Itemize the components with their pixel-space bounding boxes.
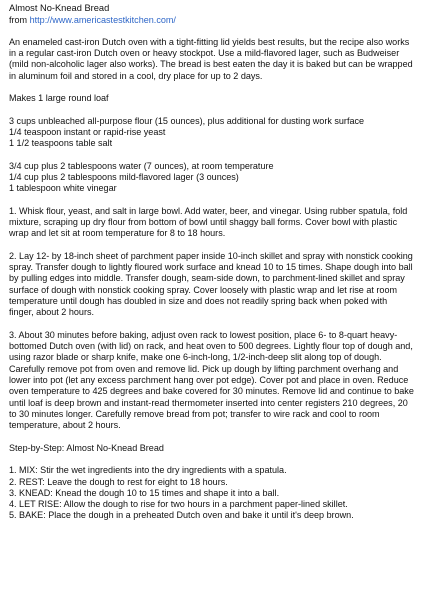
step-by-step-item-1: 1. MIX: Stir the wet ingredients into the dry ingredients with a spatula. bbox=[9, 465, 287, 476]
wet-ingredient-3: 1 tablespoon white vinegar bbox=[9, 183, 117, 194]
recipe-step-3: 3. About 30 minutes before baking, adjust oven rack to lowest position, place 6- to 8-quart heavy-bottomed Dutch oven (with lid) on rack, and heat oven to 500 degrees. Lightly flour top of dough and, using razor blade or sharp knife, make one 6-inch-long, 1/2-inch-deep slit along top of dough. Carefully remove pot from oven and remove lid. Pick up dough by lifting parchment overhang and lower into pot (let any excess parchment hang over pot edge). Cover pot and place in oven. Reduce oven temperature to 425 degrees and bake covered for 30 minutes. Remove lid and continue to bake until loaf is deep brown and instant-read thermometer inserted into center registers 210 degrees, 20 to 30 minutes longer. Carefully remove bread from pot; transfer to wire rack and cool to room temperature, about 2 hours. bbox=[9, 329, 414, 431]
wet-ingredient-1: 3/4 cup plus 2 tablespoons water (7 ounces), at room temperature bbox=[9, 160, 274, 171]
dry-ingredient-3: 1 1/2 teaspoons table salt bbox=[9, 138, 113, 149]
step-by-step-list bbox=[9, 465, 414, 521]
recipe-step-2: 2. Lay 12- by 18-inch sheet of parchment paper inside 10-inch skillet and spray with nonstick cooking spray. Transfer dough to lightly floured work surface and knead 10 to 15 times. Shape dough into ball by pulling edges into middle. Transfer dough, seam-side down, to parchment-lined skillet and spray surface of dough with nonstick cooking spray. Cover loosely with plastic wrap and let rise at room temperature until dough has doubled in size and does not readily spring back when poked with finger, about 2 hours. bbox=[9, 250, 413, 318]
recipe-step-1: 1. Whisk flour, yeast, and salt in large bowl. Add water, beer, and vinegar. Using rubber spatula, fold mixture, scraping up dry flour from bottom of bowl until shaggy ball forms. Cover bowl with plastic wrap and let sit at room temperature for 8 to 18 hours. bbox=[9, 205, 408, 239]
dry-ingredient-1: 3 cups unbleached all-purpose flour (15 ounces), plus additional for dusting work surface bbox=[9, 115, 365, 126]
wet-ingredients-list bbox=[9, 161, 414, 195]
step-by-step-item-2: 2. REST: Leave the dough to rest for eight to 18 hours. bbox=[9, 476, 228, 487]
source-line bbox=[9, 15, 414, 26]
step-by-step-item-4: 4. LET RISE: Allow the dough to rise for two hours in a parchment paper-lined skillet. bbox=[9, 499, 348, 510]
step-by-step-item-3: 3. KNEAD: Knead the dough 10 to 15 times and shape it into a ball. bbox=[9, 487, 280, 498]
source-link[interactable]: http://www.americastestkitchen.com/ bbox=[29, 14, 176, 25]
dry-ingredients-list bbox=[9, 116, 414, 150]
step-by-step-title: Step-by-Step: Almost No-Knead Bread bbox=[9, 442, 164, 453]
dry-ingredient-2: 1/4 teaspoon instant or rapid-rise yeast bbox=[9, 126, 166, 137]
step-by-step-item-5: 5. BAKE: Place the dough in a preheated Dutch oven and bake it until it's deep brown. bbox=[9, 510, 354, 521]
recipe-title: Almost No-Knead Bread bbox=[9, 3, 110, 13]
source-prefix: from bbox=[9, 14, 30, 25]
wet-ingredient-2: 1/4 cup plus 2 tablespoons mild-flavored lager (3 ounces) bbox=[9, 172, 239, 183]
recipe-yield: Makes 1 large round loaf bbox=[9, 93, 109, 104]
recipe-intro: An enameled cast-iron Dutch oven with a tight-fitting lid yields best results, but the recipe also works in a regular cast-iron Dutch oven or heavy stockpot. Use a mild-flavored lager, such as Budweiser (mild non-alcoholic lager also works). The bread is best eaten the day it is baked but can be wrapped in aluminum foil and stored in a cool, dry place for up to 2 days. bbox=[9, 36, 413, 81]
